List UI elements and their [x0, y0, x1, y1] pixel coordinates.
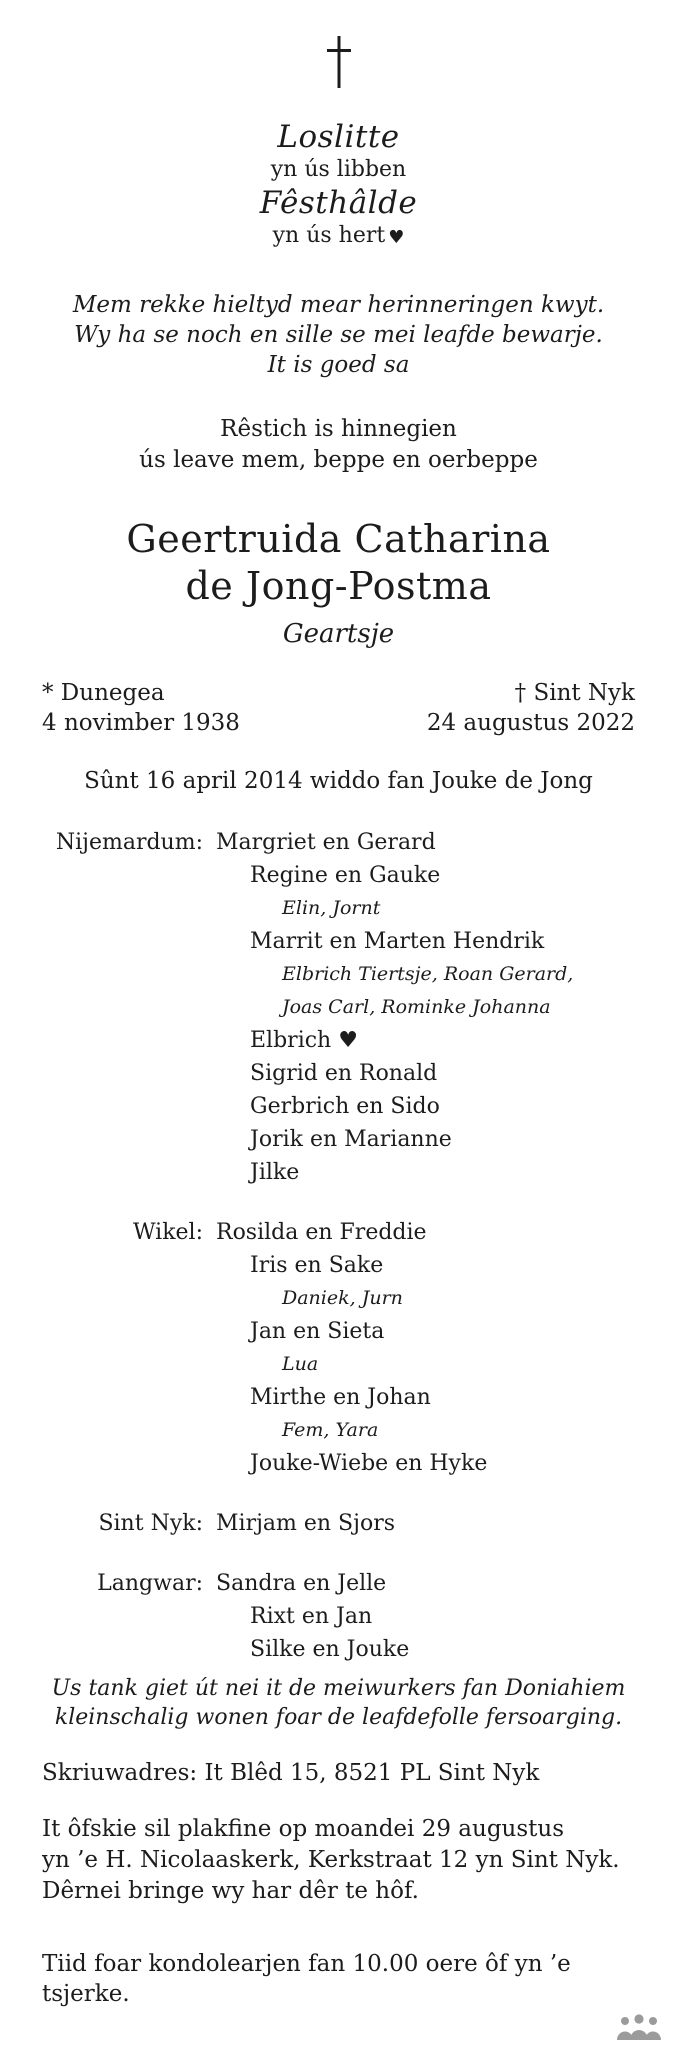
- thanks-line: kleinschalig wonen foar de leafdefolle fersoarging.: [54, 1705, 623, 1730]
- people-logo-icon: [615, 2013, 663, 2040]
- family-name-line: Rosilda en Freddie: [216, 1220, 427, 1245]
- family-name-line: Jilke: [250, 1160, 300, 1185]
- widow-line: Sûnt 16 april 2014 widdo fan Jouke de Jong: [84, 768, 593, 794]
- family-place-label: Langwar:: [97, 1571, 203, 1596]
- family-name-line: Sandra en Jelle: [216, 1571, 387, 1596]
- family-name-line: Elbrich ♥: [250, 1028, 358, 1053]
- family-name-line: Iris en Sake: [250, 1253, 384, 1278]
- family-name-line: Silke en Jouke: [250, 1637, 410, 1662]
- thanks-line: Us tank giet út nei it de meiwurkers fan Doniahiem: [51, 1676, 626, 1701]
- announcement-line-2: ús leave mem, beppe en oerbeppe: [139, 447, 538, 473]
- family-group: [0, 1216, 677, 1480]
- family-place-label: Sint Nyk:: [98, 1511, 203, 1536]
- family-group: [0, 1507, 677, 1540]
- family-name-line: Gerbrich en Sido: [250, 1094, 440, 1119]
- opening-sub-2-text: yn ús hert: [272, 223, 386, 248]
- family-name-line: Sigrid en Ronald: [250, 1061, 438, 1086]
- funeral-line: It ôfskie sil plakfine op moandei 29 augustus: [42, 1816, 565, 1842]
- family-list: [0, 826, 677, 1666]
- deceased-name-block: [0, 516, 677, 654]
- correspondence-address: Skriuwadres: It Blêd 15, 8521 PL Sint Nyk: [42, 1760, 540, 1786]
- deceased-name-line-2: de Jong-Postma: [185, 564, 492, 608]
- opening-sub-1: yn ús libben: [270, 157, 407, 182]
- memorial-poem: [0, 290, 677, 380]
- birth-date: 4 novimber 1938: [42, 710, 240, 736]
- death-info: [427, 678, 635, 738]
- obituary-page: [0, 36, 677, 2009]
- family-name-line: Fem, Yara: [282, 1419, 379, 1441]
- condolence-line: Tiid foar kondolearjen fan 10.00 oere ôf yn ’e tsjerke.: [42, 1951, 571, 2007]
- family-name-line: Regine en Gauke: [250, 863, 441, 888]
- family-group: [0, 1567, 677, 1666]
- family-name-line: Jan en Sieta: [250, 1319, 385, 1344]
- deceased-name-line-1: Geertruida Catharina: [126, 517, 551, 561]
- death-date: 24 augustus 2022: [426, 710, 635, 736]
- family-names-column: [216, 1507, 395, 1540]
- memorial-cross-wrap: [0, 36, 677, 92]
- death-place: † Sint Nyk: [514, 680, 635, 706]
- cross-icon: [323, 36, 355, 88]
- family-name-line: Jouke-Wiebe en Hyke: [250, 1451, 488, 1476]
- announcement-line-1: Rêstich is hinnegien: [220, 416, 457, 442]
- deceased-nickname: Geartsje: [282, 619, 395, 649]
- family-name-line: Elin, Jornt: [282, 897, 381, 919]
- birth-death-dates: [0, 678, 677, 738]
- family-name-line: Rixt en Jan: [250, 1604, 373, 1629]
- opening-word-loslitte: Loslitte: [277, 119, 400, 155]
- funeral-line: yn ’e H. Nicolaaskerk, Kerkstraat 12 yn Sint Nyk.: [42, 1847, 620, 1873]
- family-name-line: Daniek, Jurn: [282, 1287, 403, 1309]
- family-place-label: Nijemardum:: [55, 830, 203, 855]
- poem-line: Mem rekke hieltyd mear herinneringen kwyt.: [72, 292, 605, 318]
- family-group: [0, 826, 677, 1189]
- death-announcement: [0, 414, 677, 476]
- thanks-note: [0, 1674, 677, 1732]
- family-name-line: Marrit en Marten Hendrik: [250, 929, 545, 954]
- opening-word-festhalde: Fêsthâlde: [259, 185, 418, 221]
- family-name-line: Mirthe en Johan: [250, 1385, 431, 1410]
- birth-place: * Dunegea: [42, 680, 165, 706]
- family-names-column: [216, 826, 573, 1189]
- poem-line: Wy ha se noch en sille se mei leafde bewarje.: [74, 322, 603, 348]
- heart-icon: ♥: [388, 227, 405, 248]
- family-name-line: Mirjam en Sjors: [216, 1511, 395, 1536]
- family-place-label: Wikel:: [132, 1220, 203, 1245]
- people-silhouettes-logo: [615, 2013, 663, 2044]
- family-name-line: Jorik en Marianne: [250, 1127, 452, 1152]
- opening-sub-2: [0, 222, 677, 252]
- family-name-line: Margriet en Gerard: [216, 830, 436, 855]
- family-names-column: [216, 1567, 409, 1666]
- poem-line: It is goed sa: [267, 352, 410, 378]
- family-name-line: Lua: [282, 1353, 319, 1375]
- funeral-info: [0, 1814, 677, 1907]
- birth-info: [42, 678, 240, 738]
- opening-verse: [0, 118, 677, 252]
- family-name-line: Joas Carl, Rominke Johanna: [282, 996, 551, 1018]
- family-names-column: [216, 1216, 487, 1480]
- family-name-line: Elbrich Tiertsje, Roan Gerard,: [282, 963, 574, 985]
- funeral-line: Dêrnei bringe wy har dêr te hôf.: [42, 1878, 419, 1904]
